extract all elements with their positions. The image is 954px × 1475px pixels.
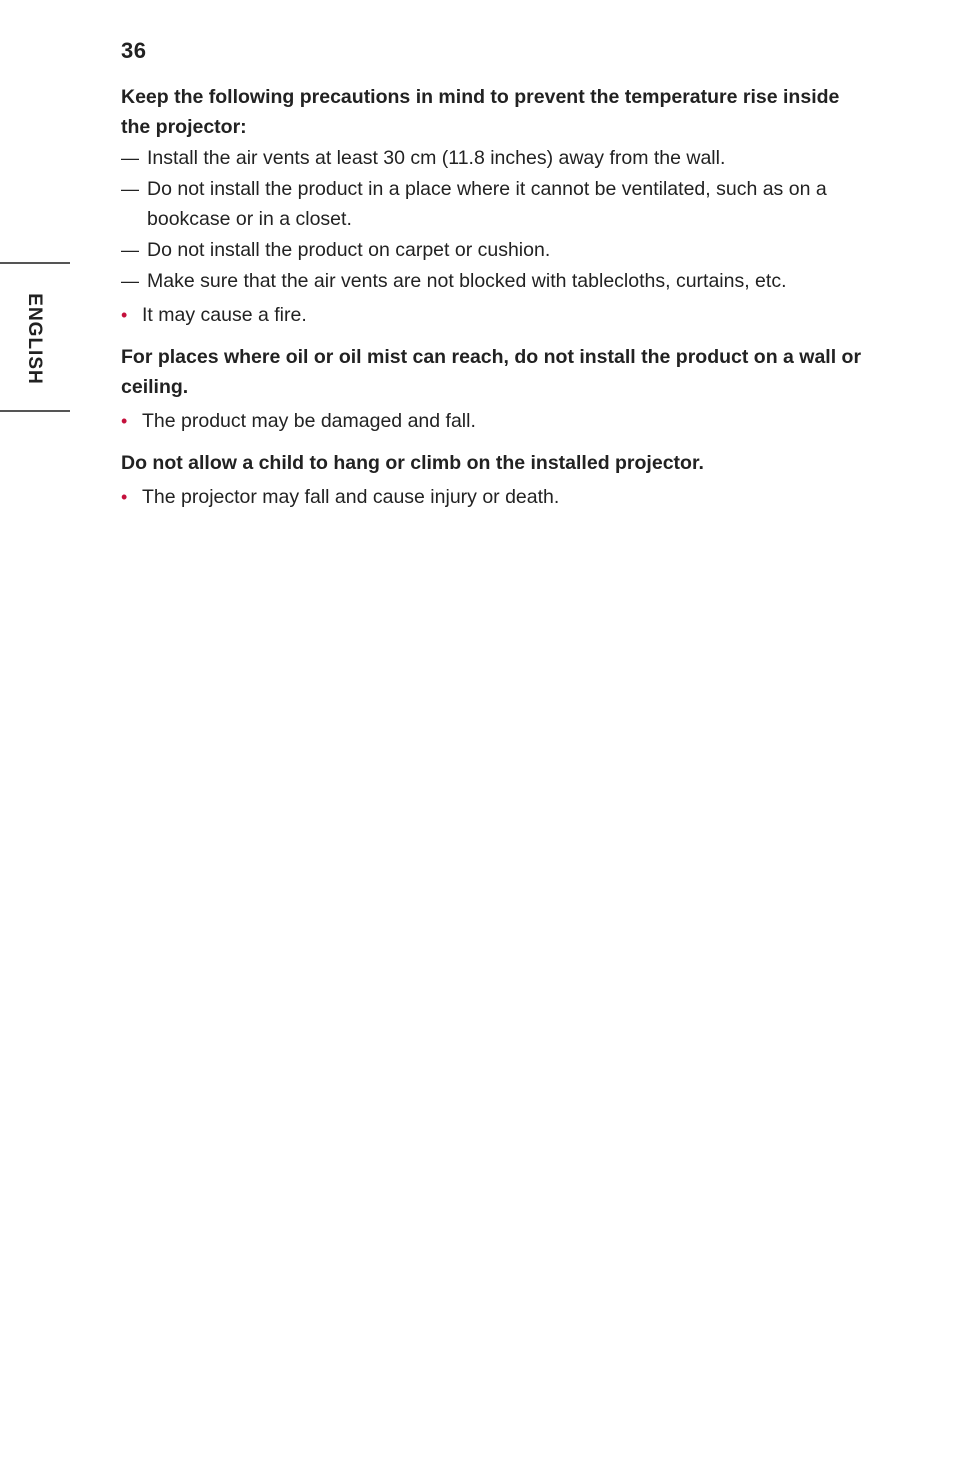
section-child-safety-warning [121,448,866,512]
page-content [121,82,866,512]
section-heading: For places where oil or oil mist can reach, do not install the product on a wall or ceiling. [121,346,862,398]
language-side-tab [0,262,70,412]
page-number: 36 [121,38,147,63]
bullet-item-text: The projector may fall and cause injury or death. [142,486,560,508]
dash-item-text: Do not install the product in a place where it cannot be ventilated, such as on a bookcase or in a closet. [147,178,827,230]
bullet-list-item [121,406,866,436]
bullet-list [121,300,866,330]
dash-list-item [121,143,866,173]
language-label: ENGLISH [24,293,45,385]
section-heading: Keep the following precautions in mind to prevent the temperature rise inside the projector: [121,86,840,138]
dash-list [121,143,866,296]
dash-list-item [121,235,866,265]
dash-item-text: Install the air vents at least 30 cm (11.8 inches) away from the wall. [147,147,726,169]
section-heading: Do not allow a child to hang or climb on the installed projector. [121,452,704,474]
section-temperature-precautions [121,82,866,330]
bullet-list-item [121,482,866,512]
dash-marker: — [121,148,139,168]
section-oil-mist-warning [121,342,866,436]
dash-marker: — [121,240,139,260]
bullet-list [121,406,866,436]
dash-marker: — [121,179,139,199]
dash-list-item [121,266,866,296]
dash-marker: — [121,271,139,291]
bullet-list-item [121,300,866,330]
bullet-item-text: The product may be damaged and fall. [142,410,476,432]
bullet-icon: • [121,411,128,431]
bullet-list [121,482,866,512]
dash-list-item [121,174,866,234]
bullet-icon: • [121,305,128,325]
dash-item-text: Make sure that the air vents are not blocked with tablecloths, curtains, etc. [147,270,787,292]
dash-item-text: Do not install the product on carpet or cushion. [147,239,551,261]
bullet-icon: • [121,487,128,507]
bullet-item-text: It may cause a fire. [142,304,307,326]
